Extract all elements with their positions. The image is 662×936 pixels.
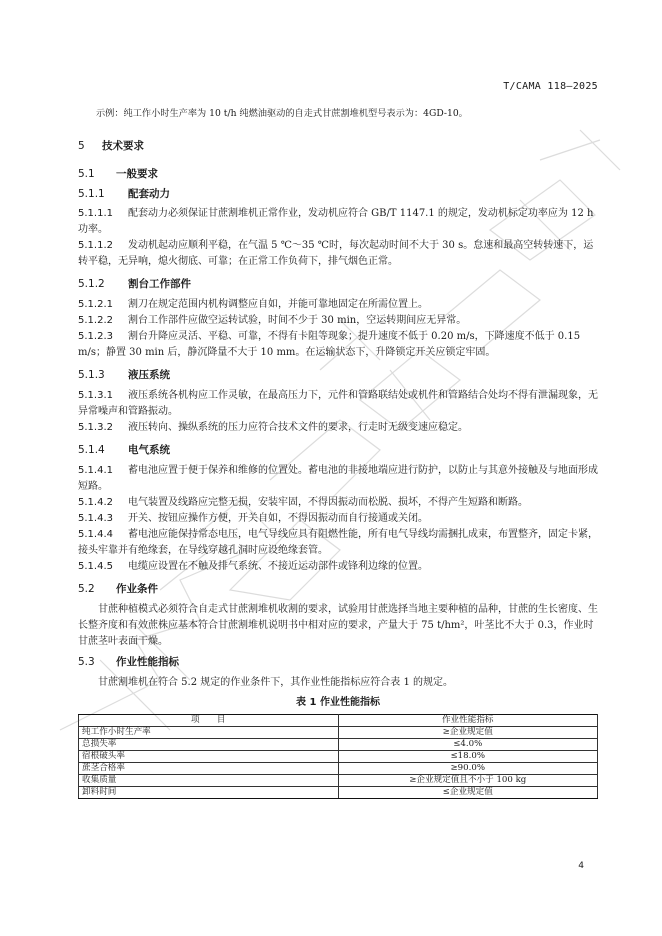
table-row [79, 739, 598, 751]
clause-number: 5.1.2.3 [78, 331, 113, 342]
section-5-1-heading [78, 166, 598, 182]
performance-table [78, 714, 598, 799]
clause-5-1-2-2 [78, 313, 598, 329]
page-number: 4 [578, 861, 584, 871]
document-body [78, 106, 598, 799]
clause-number: 5.1.3.2 [78, 422, 113, 433]
section-number: 5.1 [78, 168, 95, 180]
item-cell: 纯工作小时生产率 [79, 727, 339, 739]
clause-5-1-3-1 [78, 388, 598, 420]
clause-5-1-3-2 [78, 420, 598, 436]
section-title: 割台工作部件 [128, 278, 191, 290]
table-caption: 表 1 作业性能指标 [296, 697, 380, 708]
table-row [79, 787, 598, 799]
section-5-1-3-heading [78, 367, 598, 383]
clause-text: 液压系统各机构应工作灵敏，在最高压力下，元件和管路联结处或机件和管路结合处均不得有泄漏现象，无异常噪声和管路振动。 [78, 390, 598, 417]
paragraph-5-3: 甘蔗割堆机在符合 5.2 规定的作业条件下，其作业性能指标应符合表 1 的规定。 [98, 677, 453, 688]
clause-text: 配套动力必须保证甘蔗割堆机正常作业，发动机应符合 GB/T 1147.1 的规定，发动机标定功率应为 12 h 功率。 [78, 208, 594, 235]
clause-text: 电缆应设置在不触及排气系统、不接近运动部件或锋利边缘的位置。 [128, 561, 428, 572]
section-number: 5.1.3 [78, 369, 105, 381]
section-5-1-2-heading [78, 276, 598, 292]
clause-number: 5.1.4.1 [78, 465, 113, 476]
clause-5-1-4-3 [78, 511, 598, 527]
section-5-heading [78, 138, 598, 154]
item-cell: 蔗茎合格率 [79, 763, 339, 775]
section-title: 技术要求 [102, 140, 144, 152]
column-header-item: 项 目 [79, 715, 339, 727]
clause-number: 5.1.4.5 [78, 561, 113, 572]
column-header-indicator: 作业性能指标 [338, 715, 598, 727]
paragraph-5-2: 甘蔗种植模式必须符合自走式甘蔗割堆机收割的要求，试验用甘蔗选择当地主要种植的品种，甘蔗的生长密度、生长整齐度和有效蔗株应基本符合甘蔗割堆机说明书中相对应的要求，产量大于 75 t/hm²，叶茎比不大于 0.3，作业时甘蔗茎叶表面干燥。 [78, 604, 598, 647]
section-number: 5 [78, 140, 85, 152]
clause-number: 5.1.1.2 [78, 240, 113, 251]
clause-text: 割刀在规定范围内机构调整应自如，并能可靠地固定在所需位置上。 [128, 299, 428, 310]
clause-5-1-4-4 [78, 527, 598, 559]
clause-5-1-4-2 [78, 495, 598, 511]
standard-code: T/CAMA 118—2025 [503, 81, 598, 92]
clause-text: 发动机起动应顺利平稳，在气温 5 ℃～35 ℃时，每次起动时间不大于 30 s。怠速和最高空转转速下，运转平稳，无异响，熄火彻底、可靠；在正常工作负荷下，排气烟色正常。 [78, 240, 594, 267]
clause-number: 5.1.3.1 [78, 390, 113, 401]
clause-number: 5.1.4.3 [78, 513, 113, 524]
clause-5-1-1-1 [78, 206, 598, 238]
table-row [79, 751, 598, 763]
clause-5-1-2-3 [78, 329, 598, 361]
section-title: 液压系统 [128, 369, 170, 381]
clause-5-1-4-1 [78, 463, 598, 495]
clause-number: 5.1.1.1 [78, 208, 113, 219]
clause-5-1-1-2 [78, 238, 598, 270]
example-note: 示例：纯工作小时生产率为 10 t/h 纯燃油驱动的自走式甘蔗割堆机型号表示为：4GD-10。 [96, 108, 468, 119]
table-row [79, 763, 598, 775]
section-number: 5.1.4 [78, 444, 105, 456]
table-row [79, 775, 598, 787]
section-5-3-heading [78, 654, 598, 670]
clause-5-1-2-1 [78, 297, 598, 313]
clause-text: 液压转向、操纵系统的压力应符合技术文件的要求，行走时无级变速应稳定。 [128, 422, 468, 433]
value-cell: ≤企业规定值 [338, 787, 598, 799]
clause-number: 5.1.2.1 [78, 299, 113, 310]
table-row [79, 727, 598, 739]
clause-text: 蓄电池应置于便于保养和维修的位置处。蓄电池的非接地端应进行防护，以防止与其意外接触及与地面形成短路。 [78, 465, 598, 492]
value-cell: ≤18.0% [338, 751, 598, 763]
value-cell: ≥90.0% [338, 763, 598, 775]
clause-number: 5.1.4.2 [78, 497, 113, 508]
item-cell: 总损失率 [79, 739, 339, 751]
table-header-row [79, 715, 598, 727]
section-5-2-heading [78, 581, 598, 597]
clause-text: 割台工作部件应做空运转试验，时间不少于 30 min，空运转期间应无异常。 [128, 315, 467, 326]
clause-number: 5.1.2.2 [78, 315, 113, 326]
section-5-1-4-heading [78, 442, 598, 458]
value-cell: ≥企业规定值 [338, 727, 598, 739]
clause-number: 5.1.4.4 [78, 529, 113, 540]
value-cell: ≥企业规定值且不小于 100 kg [338, 775, 598, 787]
value-cell: ≤4.0% [338, 739, 598, 751]
section-title: 一般要求 [116, 168, 158, 180]
item-cell: 卸料时间 [79, 787, 339, 799]
clause-text: 开关、按钮应操作方便，开关自如，不得因振动而自行接通或关闭。 [128, 513, 428, 524]
section-title: 作业条件 [116, 583, 158, 595]
section-title: 电气系统 [128, 444, 170, 456]
section-number: 5.2 [78, 583, 95, 595]
section-number: 5.1.2 [78, 278, 105, 290]
item-cell: 收集质量 [79, 775, 339, 787]
section-title: 配套动力 [128, 188, 170, 200]
item-cell: 宿根破头率 [79, 751, 339, 763]
section-number: 5.1.1 [78, 188, 105, 200]
clause-text: 蓄电池应能保持常态电压，电气导线应具有阻燃性能，所有电气导线均需捆扎成束，布置整齐，固定卡紧，接头牢靠并有绝缘套，在导线穿越孔洞时应设绝缘套管。 [78, 529, 598, 556]
clause-text: 割台升降应灵活、平稳、可靠，不得有卡阻等现象；提升速度不低于 0.20 m/s，下降速度不低于 0.15 m/s；静置 30 min 后，静沉降量不大于 10 mm。在运输状态下，升降锁定开关应锁定牢固。 [78, 331, 581, 358]
clause-text: 电气装置及线路应完整无损，安装牢固，不得因振动而松脱、损坏，不得产生短路和断路。 [128, 497, 528, 508]
section-number: 5.3 [78, 656, 95, 668]
clause-5-1-4-5 [78, 559, 598, 575]
section-title: 作业性能指标 [116, 656, 179, 668]
section-5-1-1-heading [78, 186, 598, 202]
